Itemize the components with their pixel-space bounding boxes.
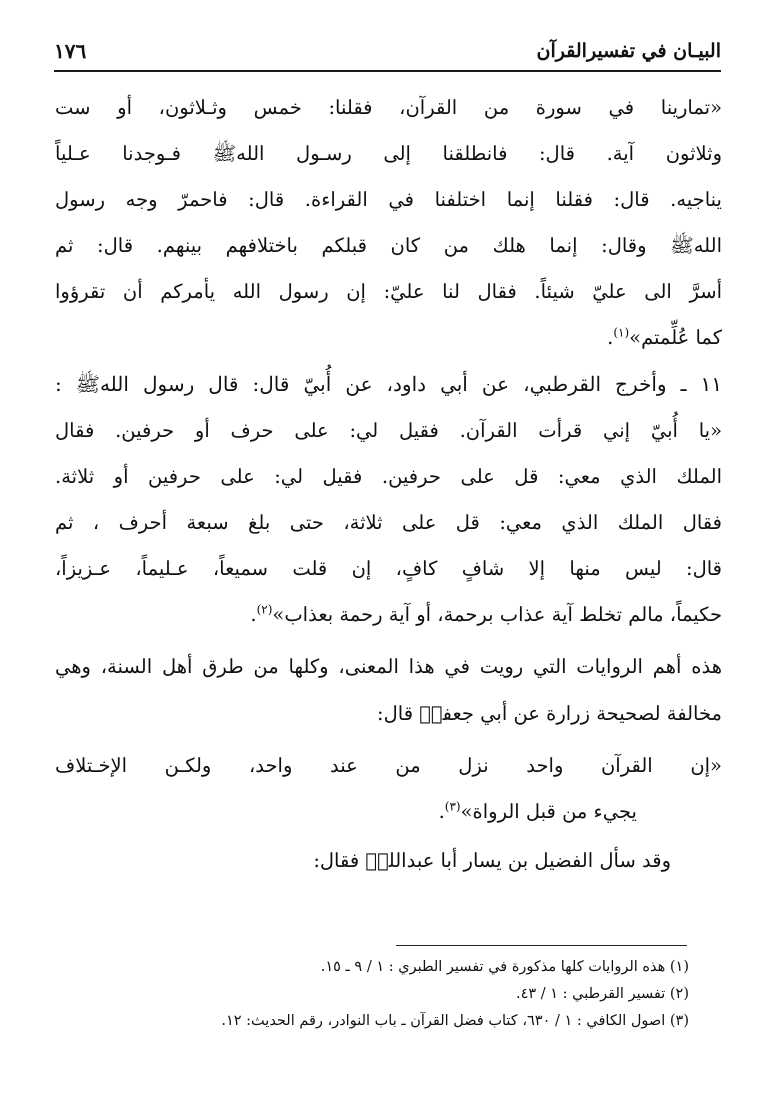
footnote-2: (٢) تفسير القرطبي : ١ / ٤٣. xyxy=(515,986,689,1002)
footnote-ref-1: (١) xyxy=(613,325,630,340)
page-header xyxy=(54,36,721,72)
hadith-intro-11: ١١ ـ وأخرج القرطبي، عن أبي داود، عن أُبيّ قال: قال رسول اللهﷺ : xyxy=(55,372,722,396)
text-line: اللهﷺ وقال: إنما هلك من كان قبلكم باختلافهم بينهم. قال: ثم xyxy=(55,234,722,257)
text-line: قال: ليس منها إلا شافٍ كافٍ، إن قلت سميعاً، عـليماً، عـزيزاً، xyxy=(55,557,722,580)
text-line: «يا أُبيّ إني قرأت القرآن. فقيل لي: على حرف أو حرفين. فقال xyxy=(55,419,722,442)
text-fragment: يجيء من قبل الرواة» xyxy=(460,800,637,823)
text-line: حكيماً، مالم تخلط آية عذاب برحمة، أو آية رحمة بعذاب»$^{(٢)}$. xyxy=(250,602,722,626)
text-line: وثلاثون آية. قال: فانطلقنا إلى رسـول اللهﷺ فـوجدنا عـلياً xyxy=(55,142,722,165)
footnote-3: (٣) اصول الكافي : ١ / ٦٣٠، كتاب فضل القرآن ـ باب النوادر، رقم الحديث: ١٢. xyxy=(221,1013,689,1029)
page-number: ١٧٦ xyxy=(54,39,87,63)
text-line: يجيء من قبل الرواة»$^{(٣)}$. xyxy=(438,799,637,823)
text-fragment: كما عُلِّمتم» xyxy=(629,326,722,349)
text-fragment: حكيماً، مالم تخلط آية عذاب برحمة، أو آية رحمة بعذاب» xyxy=(272,603,722,626)
closing-line: وقد سأل الفضيل بن يسار أبا عبداللهؑ فقال: xyxy=(313,849,671,872)
footnote-divider xyxy=(396,945,687,946)
footnote-ref-3: (٣) xyxy=(444,799,461,814)
running-title: البيـان في تفسيرالقرآن xyxy=(536,40,721,62)
text-line: كما عُلِّمتم»$^{(١)}$. xyxy=(607,325,722,349)
text-line: «إن القرآن واحد نزل من عند واحد، ولكـن الإخـتلاف xyxy=(55,754,722,777)
text-line: أسرَّ الى عليّ شيئاً. فقال لنا عليّ: إن رسول الله يأمركم أن تقرؤوا xyxy=(55,280,722,303)
text-line: مخالفة لصحيحة زرارة عن أبي جعفرؑ قال: xyxy=(377,702,722,725)
text-line: «تمارينا في سورة من القرآن، فقلنا: خمس وثـلاثون، أو ست xyxy=(55,96,722,119)
footnote-1: (١) هذه الروايات كلها مذكورة في تفسير الطبري : ١ / ٩ ـ ١٥. xyxy=(320,959,689,975)
text-line: فقال الملك الذي معي: قل على ثلاثة، حتى بلغ سبعة أحرف ، ثم xyxy=(55,511,722,534)
footnote-ref-2: (٢) xyxy=(256,602,273,617)
text-line: الملك الذي معي: قل على حرفين. فقيل لي: على حرفين أو ثلاثة. xyxy=(55,465,722,488)
text-line: هذه أهم الروايات التي رويت في هذا المعنى، وكلها من طرق أهل السنة، وهي xyxy=(55,655,722,678)
text-line: يناجيه. قال: فقلنا إنما اختلفنا في القراءة. قال: فاحمرّ وجه رسول xyxy=(55,188,722,211)
